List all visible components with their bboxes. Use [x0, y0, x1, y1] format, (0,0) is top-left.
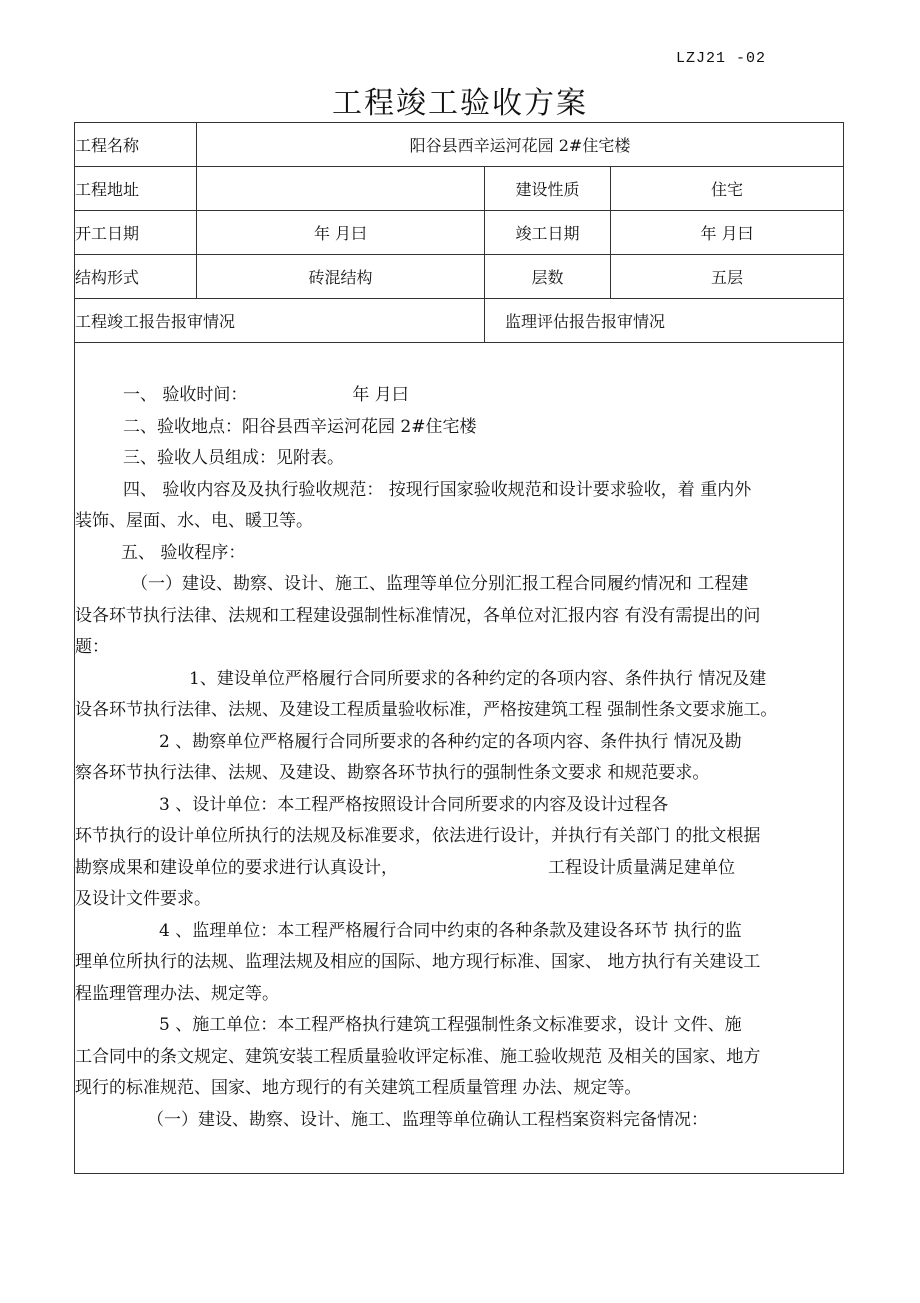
section-time-label: 一、 验收时间：: [123, 385, 248, 405]
start-date-value: 年 月曰: [197, 211, 485, 255]
section-time-value: 年 月曰: [352, 385, 409, 405]
project-name-label: 工程名称: [75, 123, 197, 167]
procedure-1-line3: 题：: [75, 637, 109, 657]
table-row-reports: [75, 299, 844, 343]
item-4-line3: 程监理管理办法、规定等。: [75, 983, 279, 1004]
document-code: LZJ21 -02: [676, 50, 767, 67]
item-3-line3-part1: 勘察成果和建设单位的要求进行认真设计，: [75, 857, 398, 878]
procedure-1-line1: （一）建设、勘察、设计、施工、监理等单位分别汇报工程合同履约情况和 工程建: [131, 574, 749, 594]
section-content-line1: 四、 验收内容及及执行验收规范： 按现行国家验收规范和设计要求验收，着 重内外: [123, 479, 752, 500]
supervision-report-label: 监理评估报告报审情况: [485, 299, 844, 343]
procedure-1-line2: 设各环节执行法律、法规和工程建设强制性标准情况，各单位对汇报内容 有没有需提出的问: [75, 605, 761, 626]
start-date-label: 开工日期: [75, 211, 197, 255]
item-3-line3-part2: 工程设计质量满足建单位: [548, 857, 735, 878]
section-procedure: 五、 验收程序：: [121, 542, 246, 563]
structure-label: 结构形式: [75, 255, 197, 299]
table-row-structure: [75, 255, 844, 299]
item-5-line2: 工合同中的条文规定、建筑安装工程质量验收评定标准、施工验收规范 及相关的国家、地方: [75, 1046, 761, 1067]
finish-date-value: 年 月曰: [611, 211, 844, 255]
section-place: 二、验收地点：阳谷县西辛运河花园 2#住宅楼: [123, 416, 477, 437]
item-2-line2: 察各环节执行法律、法规、及建设、勘察各环节执行的强制性条文要求 和规范要求。: [75, 763, 710, 783]
item-3-line3: [75, 853, 843, 885]
item-2-line1: 2 、勘察单位严格履行合同所要求的各种约定的各项内容、条件执行 情况及勘: [159, 731, 742, 752]
section-time: [75, 380, 843, 412]
procedure-2: （一）建设、勘察、设计、施工、监理等单位确认工程档案资料完备情况：: [147, 1109, 708, 1130]
table-row-body: [75, 343, 844, 1174]
structure-value: 砖混结构: [197, 255, 485, 299]
item-5-line3: 现行的标准规范、国家、地方现行的有关建筑工程质量管理 办法、规定等。: [75, 1078, 642, 1098]
floors-value: 五层: [611, 255, 844, 299]
project-name-value: 阳谷县西辛运河花园 2#住宅楼: [197, 123, 844, 167]
address-value: [197, 167, 485, 211]
item-1-line2: 设各环节执行法律、法规、及建设工程质量验收标准，严格按建筑工程 强制性条文要求施工。: [75, 700, 778, 720]
acceptance-body-cell: [75, 343, 844, 1174]
nature-label: 建设性质: [485, 167, 611, 211]
acceptance-form-table: [74, 122, 844, 1174]
floors-label: 层数: [485, 255, 611, 299]
table-row-address: [75, 167, 844, 211]
completion-report-label: 工程竣工报告报审情况: [75, 299, 485, 343]
finish-date-label: 竣工日期: [485, 211, 611, 255]
table-row-project-name: [75, 123, 844, 167]
item-1-line1: 1、建设单位严格履行合同所要求的各种约定的各项内容、条件执行 情况及建: [189, 668, 767, 689]
section-personnel: 三、验收人员组成：见附表。: [123, 448, 344, 468]
item-4-line1: 4 、监理单位：本工程严格履行合同中约束的各种条款及建设各环节 执行的监: [159, 920, 742, 941]
item-3-line4: 及设计文件要求。: [75, 889, 211, 909]
address-label: 工程地址: [75, 167, 197, 211]
item-3-line2: 环节执行的设计单位所执行的法规及标准要求，依法进行设计，并执行有关部门 的批文根据: [75, 826, 761, 846]
item-4-line2: 理单位所执行的法规、监理法规及相应的国际、地方现行标准、国家、 地方执行有关建设工: [75, 952, 761, 972]
table-row-dates: [75, 211, 844, 255]
item-3-line1: 3 、设计单位：本工程严格按照设计合同所要求的内容及设计过程各: [159, 794, 669, 815]
section-content-line2: 装饰、屋面、水、电、暖卫等。: [75, 511, 313, 531]
nature-value: 住宅: [611, 167, 844, 211]
page-title: 工程竣工验收方案: [332, 86, 588, 121]
item-5-line1: 5 、施工单位：本工程严格执行建筑工程强制性条文标准要求，设计 文件、施: [159, 1015, 742, 1035]
